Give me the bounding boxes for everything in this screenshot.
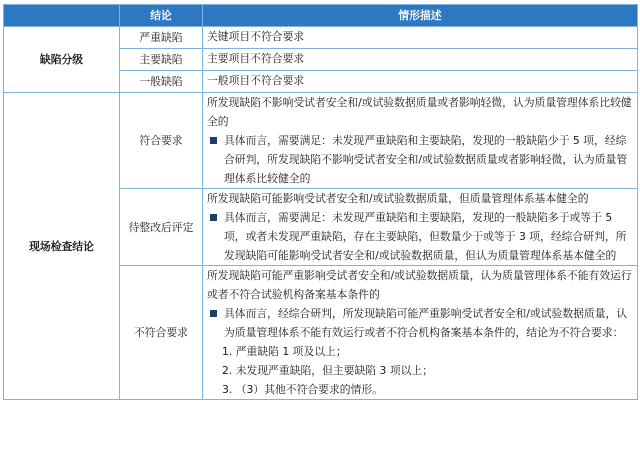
numbered-item: 1. 严重缺陷 1 项及以上；	[222, 345, 347, 358]
description-text: 所发现缺陷可能严重影响受试者安全和/或试验数据质量，认为质量管理体系不能有效运行或者不符合试验机构备案基本条件的	[207, 269, 632, 301]
header-blank-cell	[4, 5, 120, 27]
level-cell: 不符合要求	[120, 266, 203, 400]
group-inspection-conclusion: 现场检查结论	[4, 93, 120, 400]
description-cell: 一般项目不符合要求	[203, 71, 638, 93]
bullet-text: 具体而言，需要满足：未发现严重缺陷和主要缺陷，发现的一般缺陷少于 5 项，经综合研判，所发现缺陷不影响受试者安全和/或试验数据质量或者影响轻微，认为质量管理体系比较健全的	[224, 134, 628, 185]
square-bullet-icon	[210, 214, 217, 221]
bullet-text: 具体而言，经综合研判，所发现缺陷可能严重影响受试者安全和/或试验数据质量，认为质量管理体系不能有效运行或者不符合机构备案基本条件的，结论为不符合要求：	[224, 307, 628, 339]
description-cell	[203, 93, 638, 189]
numbered-item: 3. （3）其他不符合要求的情形。	[222, 383, 383, 396]
level-cell: 待整改后评定	[120, 189, 203, 266]
level-cell: 主要缺陷	[120, 49, 203, 71]
table-row	[4, 93, 638, 189]
level-cell: 一般缺陷	[120, 71, 203, 93]
bullet-text: 具体而言，需要满足：未发现严重缺陷和主要缺陷，发现的一般缺陷多于或等于 5 项，或者未发现严重缺陷，存在主要缺陷，但数量少于或等于 3 项，经综合研判，所发现缺陷可能影响受试者安全和/或试验数据质量，但认为质量管理体系基本健全的	[224, 211, 627, 262]
table-header-row	[4, 5, 638, 27]
bullet-item	[207, 131, 633, 188]
header-description: 情形描述	[203, 5, 638, 27]
group-defect-grading: 缺陷分级	[4, 27, 120, 93]
level-cell: 严重缺陷	[120, 27, 203, 49]
description-text: 所发现缺陷不影响受试者安全和/或试验数据质量或者影响轻微，认为质量管理体系比较健全的	[207, 96, 632, 128]
bullet-item	[207, 304, 633, 342]
description-cell: 关键项目不符合要求	[203, 27, 638, 49]
bullet-item	[207, 208, 633, 265]
description-cell	[203, 189, 638, 266]
header-conclusion: 结论	[120, 5, 203, 27]
numbered-item: 2. 未发现严重缺陷，但主要缺陷 3 项以上；	[222, 364, 434, 377]
table-row	[4, 27, 638, 49]
description-cell	[203, 266, 638, 400]
level-cell: 符合要求	[120, 93, 203, 189]
inspection-conclusion-table	[3, 4, 638, 400]
square-bullet-icon	[210, 310, 217, 317]
square-bullet-icon	[210, 137, 217, 144]
description-text: 所发现缺陷可能影响受试者安全和/或试验数据质量，但质量管理体系基本健全的	[207, 192, 589, 205]
description-cell: 主要项目不符合要求	[203, 49, 638, 71]
